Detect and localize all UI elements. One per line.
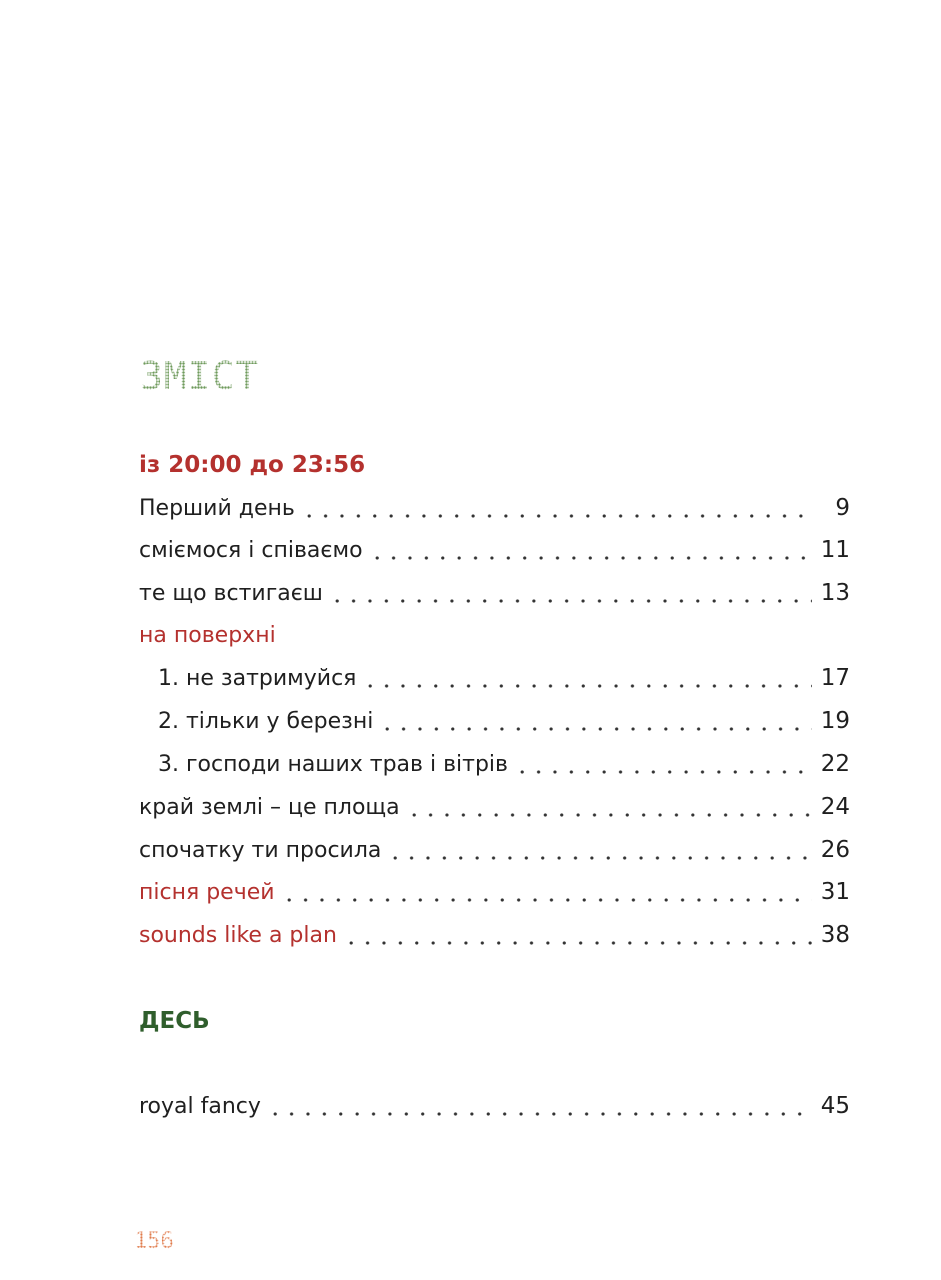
toc-entry[interactable] [139, 876, 850, 908]
dot-leader [343, 939, 812, 947]
dot-leader [387, 854, 812, 862]
toc-entry[interactable] [158, 748, 850, 780]
toc-entry-label: 1. не затримуйся [158, 666, 357, 691]
toc-entry-label: Перший день [139, 496, 295, 521]
dot-leader [406, 811, 812, 819]
page-title: ЗМІСТ [140, 354, 260, 398]
toc-entry[interactable] [139, 834, 850, 866]
toc-entry-label: край землі – це площа [139, 795, 400, 820]
dot-leader [267, 1110, 812, 1118]
toc-entry-page: 13 [820, 580, 850, 606]
toc-entry-page: 17 [820, 665, 850, 691]
toc-entry-page: 45 [820, 1093, 850, 1119]
toc-entry-label: спочатку ти просила [139, 838, 382, 863]
toc-entry-label: те що встигаєш [139, 581, 323, 606]
page-number: 156 [134, 1229, 174, 1254]
toc-entry-label: royal fancy [139, 1094, 261, 1119]
dot-leader [369, 554, 812, 562]
dot-leader [301, 512, 812, 520]
toc-entry-label: пісня речей [139, 880, 275, 905]
dot-leader [379, 725, 812, 733]
toc-entry-label: сміємося і співаємо [139, 538, 363, 563]
toc-entry-page: 31 [820, 879, 850, 905]
dot-leader [362, 682, 812, 690]
subsection-title[interactable] [139, 620, 850, 652]
toc-entry-page: 38 [820, 922, 850, 948]
section-title-first: із 20:00 до 23:56 [139, 452, 366, 478]
dot-leader [329, 597, 812, 605]
toc-entry[interactable] [139, 1090, 850, 1122]
toc-entry[interactable] [158, 705, 850, 737]
section-title-second: ДЕСЬ [139, 1008, 210, 1034]
toc-entry[interactable] [139, 791, 850, 823]
toc-entry-page: 9 [835, 495, 850, 521]
toc-entry-page: 22 [820, 751, 850, 777]
toc-entry-page: 24 [820, 794, 850, 820]
toc-entry[interactable] [139, 919, 850, 951]
subsection-title-label: на поверхні [139, 623, 276, 648]
toc-entry-page: 19 [820, 708, 850, 734]
toc-entry-page: 11 [820, 537, 850, 563]
toc-entry-label: sounds like a plan [139, 923, 337, 948]
dot-leader [514, 768, 812, 776]
toc-entry-page: 26 [820, 837, 850, 863]
dot-leader [281, 896, 812, 904]
toc-entry[interactable] [139, 492, 850, 524]
toc-entry[interactable] [158, 662, 850, 694]
toc-entry[interactable] [139, 534, 850, 566]
toc-entry[interactable] [139, 577, 850, 609]
toc-entry-label: 3. господи наших трав і вітрів [158, 752, 509, 777]
toc-entry-label: 2. тільки у березні [158, 709, 374, 734]
